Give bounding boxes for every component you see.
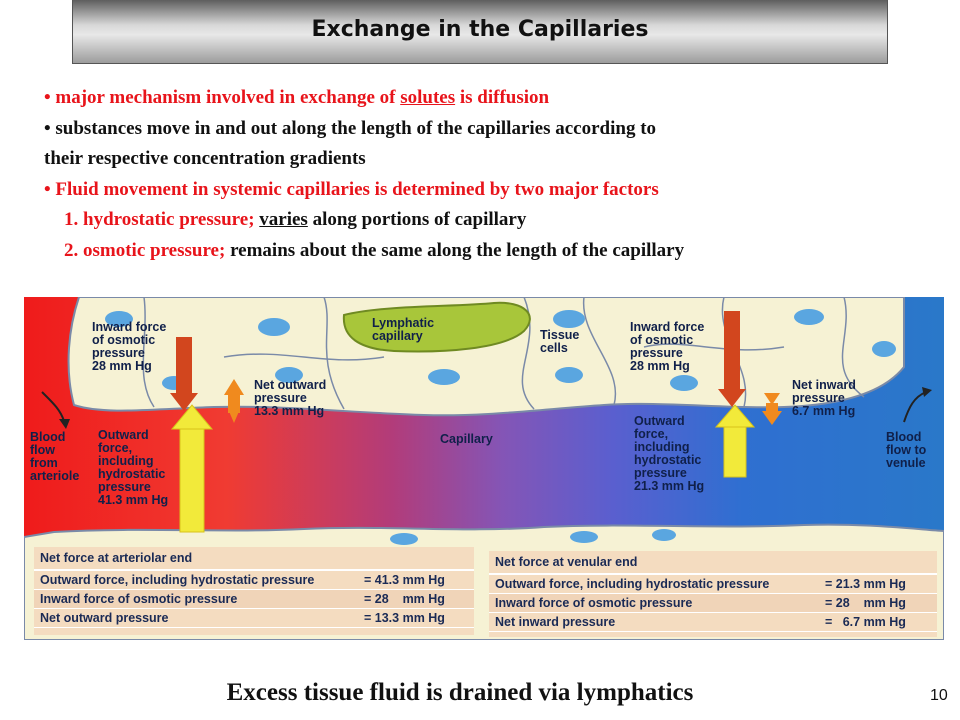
row-label: Outward force, including hydrostatic pressure — [40, 573, 315, 587]
venular-table-header: Net force at venular end — [489, 551, 937, 575]
table-row — [34, 590, 474, 609]
blood-from-arteriole-label: Blood flow from arteriole — [30, 430, 80, 483]
outward-hydrostatic-arrow-right — [724, 425, 746, 477]
inward-force-right-label: Inward force of osmotic pressure 28 mm Hg — [630, 320, 705, 373]
inward-osmotic-arrow-right — [724, 311, 740, 391]
factor-text: along portions of capillary — [307, 209, 527, 230]
bullet-fluid-movement: • Fluid movement in systemic capillaries is determined by two major factors — [44, 178, 659, 200]
inward-force-left-label: Inward force of osmotic pressure 28 mm Hg — [92, 320, 167, 373]
page-number: 10 — [930, 687, 948, 704]
row-value: = 28 mm Hg — [825, 596, 906, 610]
row-label: Inward force of osmotic pressure — [40, 592, 238, 606]
factor-text: 2. osmotic pressure; — [64, 239, 226, 261]
arteriolar-table-body — [34, 571, 474, 628]
row-label: Inward force of osmotic pressure — [495, 596, 693, 610]
arteriolar-table — [34, 547, 474, 635]
slide-title: Exchange in the Capillaries — [311, 17, 649, 42]
arteriolar-table-header: Net force at arteriolar end — [34, 547, 474, 571]
table-row — [489, 575, 937, 594]
title-bar — [72, 0, 888, 64]
venular-table-body — [489, 575, 937, 632]
row-value: = 41.3 mm Hg — [364, 573, 445, 587]
tissue-cells-label: Tissue cells — [540, 328, 580, 355]
net-inward-label: Net inward pressure 6.7 mm Hg — [792, 378, 856, 418]
blood-out-arrow — [904, 392, 926, 422]
bullet-diffusion — [44, 83, 949, 114]
table-row — [489, 594, 937, 613]
row-value: = 13.3 mm Hg — [364, 611, 445, 625]
bullet-substances-line1: • substances move in and out along the length of the capillaries according to — [44, 117, 657, 139]
capillary-diagram — [24, 297, 944, 640]
lymphatic-capillary-label: Lymphatic capillary — [372, 316, 435, 343]
venular-table — [489, 551, 937, 637]
factor-osmotic — [44, 236, 949, 267]
factor-text: remains about the same along the length of the capillary — [225, 239, 685, 261]
inward-osmotic-arrow-left — [176, 337, 192, 395]
outward-hydrostatic-arrow-left — [180, 427, 204, 532]
bullet-text: is diffusion — [455, 87, 550, 108]
row-label: Net inward pressure — [495, 615, 616, 629]
row-value: = 28 mm Hg — [364, 592, 445, 606]
table-row — [34, 609, 474, 628]
slide-footer: Excess tissue fluid is drained via lymphatics — [226, 679, 694, 706]
bullet-substances-line2: their respective concentration gradients — [44, 148, 366, 169]
bullet-text: • major mechanism involved in exchange of — [44, 87, 401, 108]
table-row — [489, 613, 937, 632]
outward-force-right-label: Outward force, including hydrostatic pressure 21.3 mm Hg — [634, 414, 705, 493]
table-row — [34, 571, 474, 590]
capillary-label: Capillary — [440, 432, 493, 446]
row-label: Net outward pressure — [40, 611, 169, 625]
net-outward-label: Net outward pressure 13.3 mm Hg — [254, 378, 327, 418]
row-value: = 21.3 mm Hg — [825, 577, 906, 591]
underlined-word: solutes — [400, 87, 456, 108]
blood-to-venule-label: Blood flow to venule — [886, 430, 927, 470]
factor-hydrostatic — [44, 205, 949, 236]
bullet-list — [44, 83, 949, 266]
outward-force-left-label: Outward force, including hydrostatic pressure 41.3 mm Hg — [98, 428, 169, 507]
blood-in-arrow — [42, 392, 64, 421]
factor-text: 1. hydrostatic pressure; — [64, 209, 260, 230]
row-label: Outward force, including hydrostatic pressure — [495, 577, 770, 591]
underlined-word: varies — [259, 209, 308, 230]
row-value: = 6.7 mm Hg — [825, 615, 906, 629]
